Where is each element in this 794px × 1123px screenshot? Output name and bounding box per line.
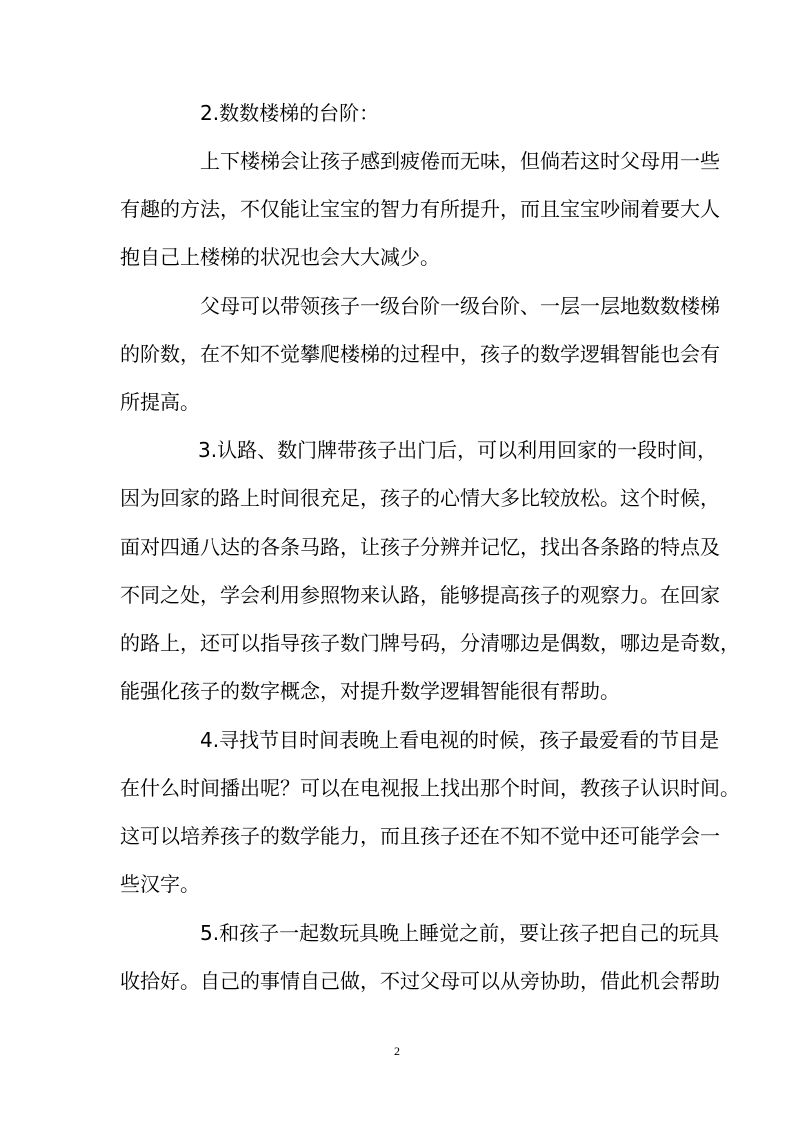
page-number: 2 [394,1044,400,1058]
paragraph-line: 因为回家的路上时间很充足，孩子的心情大多比较放松。这个时候， [120,486,720,510]
paragraph-line: 些汉字。 [120,872,200,896]
paragraph-line: 有趣的方法，不仅能让宝宝的智力有所提升，而且宝宝吵闹着要大人 [120,197,720,221]
paragraph-line: 不同之处，学会利用参照物来认路，能够提高孩子的观察力。在回家 [120,583,720,607]
paragraph-line: 上下楼梯会让孩子感到疲倦而无味，但倘若这时父母用一些 [200,149,720,173]
paragraph-line: 所提高。 [120,390,200,414]
paragraph-line: 的阶数，在不知不觉攀爬楼梯的过程中，孩子的数学逻辑智能也会有 [120,342,720,366]
section-heading-toys: 5.和孩子一起数玩具晚上睡觉之前，要让孩子把自己的玩具 [200,921,720,945]
paragraph-line: 的路上，还可以指导孩子数门牌号码，分清哪边是偶数，哪边是奇数， [120,631,740,655]
section-heading-stairs: 2.数数楼梯的台阶： [200,101,380,125]
paragraph-line: 收拾好。自己的事情自己做，不过父母可以从旁协助，借此机会帮助 [120,969,720,993]
paragraph-line: 面对四通八达的各条马路，让孩子分辨并记忆，找出各条路的特点及 [120,535,720,559]
paragraph-line: 能强化孩子的数字概念，对提升数学逻辑智能很有帮助。 [120,679,620,703]
section-heading-directions: 3.认路、数门牌带孩子出门后，可以利用回家的一段时间， [198,438,718,462]
paragraph-line: 在什么时间播出呢？可以在电视报上找出那个时间，教孩子认识时间。 [120,776,740,800]
paragraph-line: 这可以培养孩子的数学能力，而且孩子还在不知不觉中还可能学会一 [120,824,720,848]
paragraph-line: 父母可以带领孩子一级台阶一级台阶、一层一层地数数楼梯 [200,294,720,318]
paragraph-line: 抱自己上楼梯的状况也会大大减少。 [120,245,440,269]
section-heading-tv-schedule: 4.寻找节目时间表晚上看电视的时候，孩子最爱看的节目是 [200,728,720,752]
